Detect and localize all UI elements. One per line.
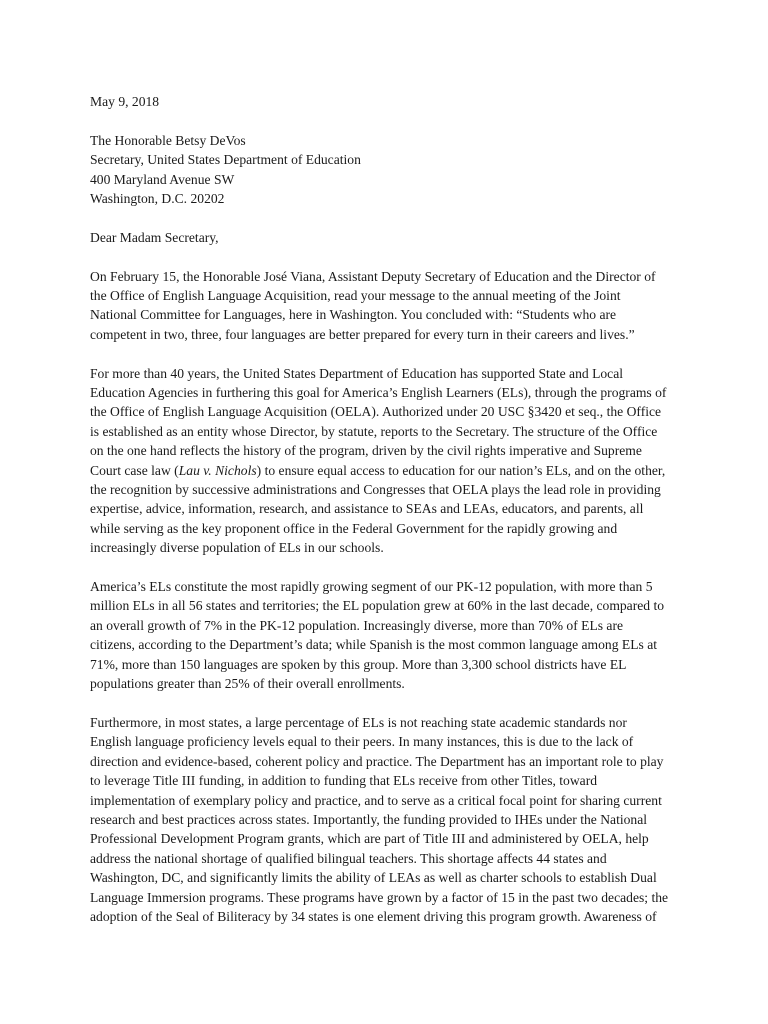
paragraph-line: direction and evidence-based, coherent policy and practice. The Department has an important role to play (90, 753, 664, 769)
paragraph-line: Language Immersion programs. These programs have grown by a factor of 15 in the past two decades; the (90, 889, 669, 905)
paragraph-line: the Office of English Language Acquisition, read your message to the annual meeting of the Joint (90, 288, 621, 304)
paragraph-line: million ELs in all 56 states and territories; the EL population grew at 60% in the last decade, compared to (90, 598, 665, 614)
paragraph-line: Education Agencies in furthering this goal for America’s English Learners (ELs), through the programs of (90, 385, 667, 401)
paragraph-line: an overall growth of 7% in the PK-12 population. Increasingly diverse, more than 70% of ELs are (90, 617, 624, 633)
paragraph-line: America’s ELs constitute the most rapidly growing segment of our PK-12 population, with more than 5 (90, 579, 653, 595)
letter-body (90, 92, 686, 926)
paragraph-line: Furthermore, in most states, a large percentage of ELs is not reaching state academic standards nor (90, 714, 627, 730)
paragraph-line: research and best practices across states. Importantly, the funding provided to IHEs under the National (90, 811, 648, 827)
paragraph-line: populations greater than 25% of their overall enrollments. (90, 676, 405, 692)
address-line: 400 Maryland Avenue SW (90, 171, 235, 187)
paragraph-line: 71%, more than 150 languages are spoken by this group. More than 3,300 school districts have EL (90, 656, 627, 672)
paragraph-line: competent in two, three, four languages are better prepared for every turn in their careers and lives.” (90, 326, 635, 342)
paragraph-line: For more than 40 years, the United States Department of Education has supported State and Local (90, 365, 624, 381)
paragraph-2 (90, 364, 686, 558)
paragraph-line: expertise, advice, information, research, and assistance to SEAs and LEAs, educators, and parents, all (90, 501, 644, 517)
paragraph-line: Court case law (Lau v. Nichols) to ensure equal access to education for our nation’s ELs, and on the other, (90, 462, 666, 478)
paragraph-line: citizens, according to the Department’s data; while Spanish is the most common language among ELs at (90, 637, 658, 653)
case-name: Lau v. Nichols (178, 462, 257, 478)
salutation (90, 228, 686, 247)
date-line: May 9, 2018 (90, 94, 160, 109)
address-line: Secretary, United States Department of Education (90, 152, 361, 168)
paragraph-line: address the national shortage of qualified bilingual teachers. This shortage affects 44 states and (90, 850, 607, 866)
paragraph-line: English language proficiency levels equal to their peers. In many instances, this is due to the lack of (90, 734, 634, 750)
paragraph-line: implementation of exemplary policy and practice, and to serve as a critical focal point for sharing current (90, 792, 662, 808)
paragraph-line: Washington, DC, and significantly limits the ability of LEAs as well as charter schools to establish Dual (90, 870, 657, 886)
paragraph-line: the Office of English Language Acquisition (OELA). Authorized under 20 USC §3420 et seq., the Office (90, 404, 662, 420)
paragraph-line: is established as an entity whose Director, by statute, reports to the Secretary. The structure of the Office (90, 423, 658, 439)
paragraph-line: adoption of the Seal of Biliteracy by 34 states is one element driving this program growth. Awareness of (90, 908, 657, 924)
letter-date (90, 92, 686, 111)
address-line: Washington, D.C. 20202 (90, 191, 225, 207)
paragraph-line: the recognition by successive administrations and Congresses that OELA plays the lead role in providing (90, 482, 661, 498)
paragraph-1 (90, 267, 686, 345)
paragraph-line: on the one hand reflects the history of the program, driven by the civil rights imperative and Supreme (90, 443, 642, 459)
paragraph-line: while serving as the key proponent office in the Federal Government for the rapidly growing and (90, 520, 618, 536)
paragraph-line: National Committee for Languages, here in Washington. You concluded with: “Students who are (90, 307, 617, 323)
paragraph-line: Professional Development Program grants, which are part of Title III and administered by OELA, help (90, 831, 649, 847)
salutation-line: Dear Madam Secretary, (90, 229, 219, 245)
paragraph-4 (90, 713, 686, 926)
address-line: The Honorable Betsy DeVos (90, 132, 246, 148)
paragraph-3 (90, 577, 686, 693)
paragraph-line: On February 15, the Honorable José Viana, Assistant Deputy Secretary of Education and the Director of (90, 268, 656, 284)
recipient-address (90, 131, 686, 209)
paragraph-line: increasingly diverse population of ELs in our schools. (90, 540, 384, 556)
paragraph-line: to leverage Title III funding, in addition to funding that ELs receive from other Titles, toward (90, 773, 598, 789)
